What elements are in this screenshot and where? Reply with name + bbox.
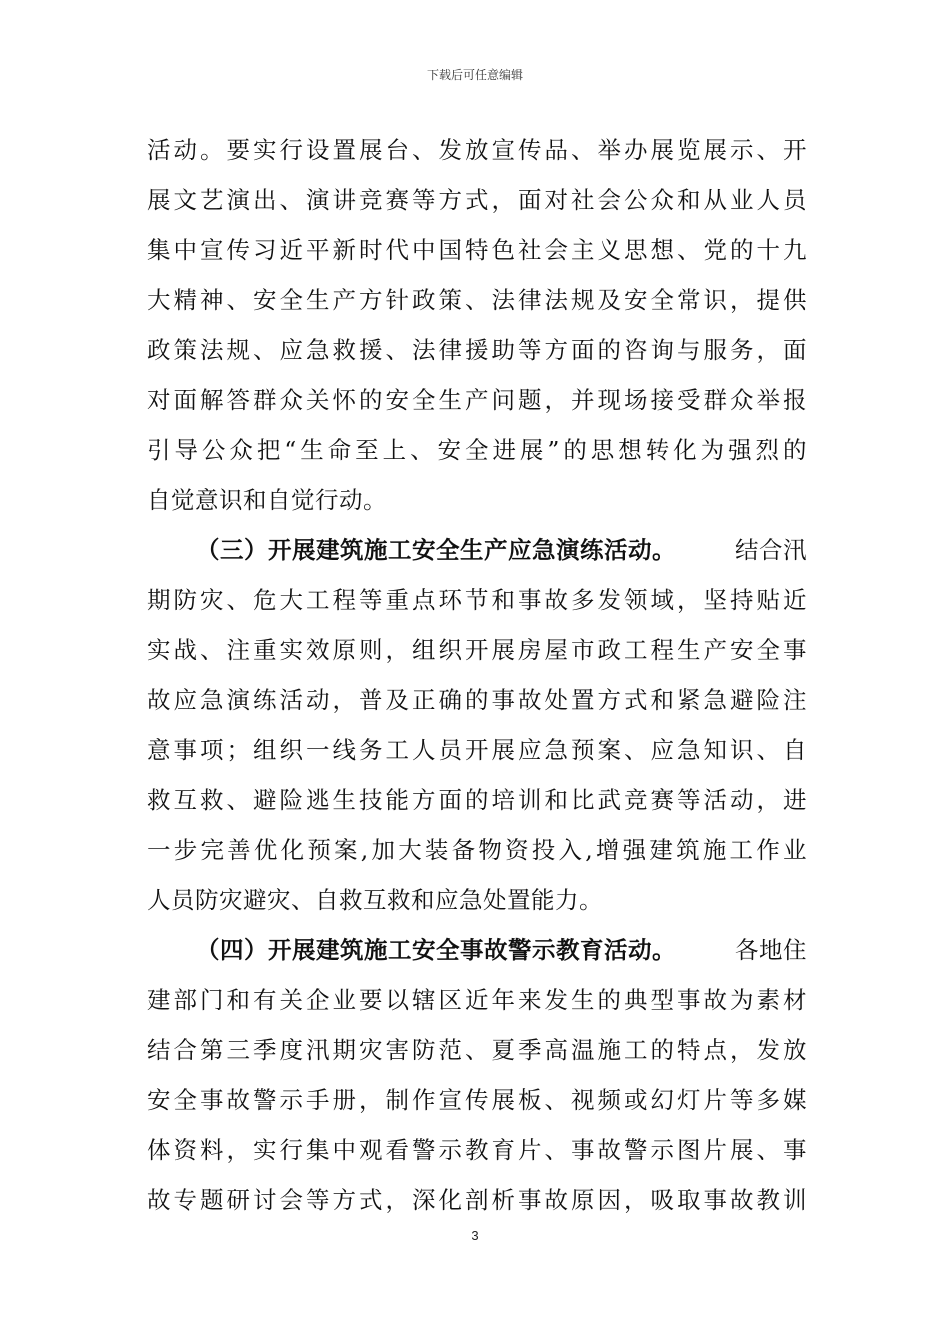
body-line: 救互救、避险逃生技能方面的培训和比武竞赛等活动，进 [147, 786, 807, 814]
header-note: 下载后可任意编辑 [426, 68, 523, 82]
body-line: 建部门和有关企业要以辖区近年来发生的典型事故为素材 [147, 986, 807, 1014]
body-line: 引导公众把“生命至上、安全进展”的思想转化为强烈的 [147, 436, 807, 464]
body-line: 对面解答群众关怀的安全生产问题，并现场接受群众举报 [147, 386, 807, 414]
body-line: 人员防灾避灾、自救互救和应急处置能力。 [147, 886, 603, 914]
body-text: 结合汛 [735, 536, 807, 564]
body-line: 体资料，实行集中观看警示教育片、事故警示图片展、事 [147, 1136, 807, 1164]
body-line: 自觉意识和自觉行动。 [147, 486, 387, 514]
body-line: 活动。要实行设置展台、发放宣传品、举办展览展示、开 [147, 136, 807, 164]
body-line: 安全事故警示手册，制作宣传展板、视频或幻灯片等多媒 [147, 1086, 807, 1114]
body-line: 实战、注重实效原则，组织开展房屋市政工程生产安全事 [147, 636, 807, 664]
body-line: 结合第三季度汛期灾害防范、夏季高温施工的特点，发放 [147, 1036, 807, 1064]
body-line: 大精神、安全生产方针政策、法律法规及安全常识，提供 [147, 286, 807, 314]
page-number: 3 [471, 1228, 479, 1243]
section-heading-line [196, 535, 807, 565]
body-line: 故应急演练活动，普及正确的事故处置方式和紧急避险注 [147, 686, 807, 714]
body-line: 故专题研讨会等方式，深化剖析事故原因，吸取事故教训 [147, 1186, 807, 1214]
body-line: 政策法规、应急救援、法律援助等方面的咨询与服务，面 [147, 336, 807, 364]
section-heading-line [196, 935, 807, 965]
body-line: 意事项；组织一线务工人员开展应急预案、应急知识、自 [147, 736, 807, 764]
body-text: 各地住 [735, 936, 807, 964]
section-heading: （四）开展建筑施工安全事故警示教育活动。 [196, 936, 676, 964]
body-line: 展文艺演出、演讲竞赛等方式，面对社会公众和从业人员 [147, 186, 807, 214]
body-line: 集中宣传习近平新时代中国特色社会主义思想、党的十九 [147, 236, 807, 264]
section-heading: （三）开展建筑施工安全生产应急演练活动。 [196, 536, 676, 564]
body-line: 期防灾、危大工程等重点环节和事故多发领域，坚持贴近 [147, 586, 807, 614]
body-line: 一步完善优化预案,加大装备物资投入,增强建筑施工作业 [147, 836, 807, 864]
